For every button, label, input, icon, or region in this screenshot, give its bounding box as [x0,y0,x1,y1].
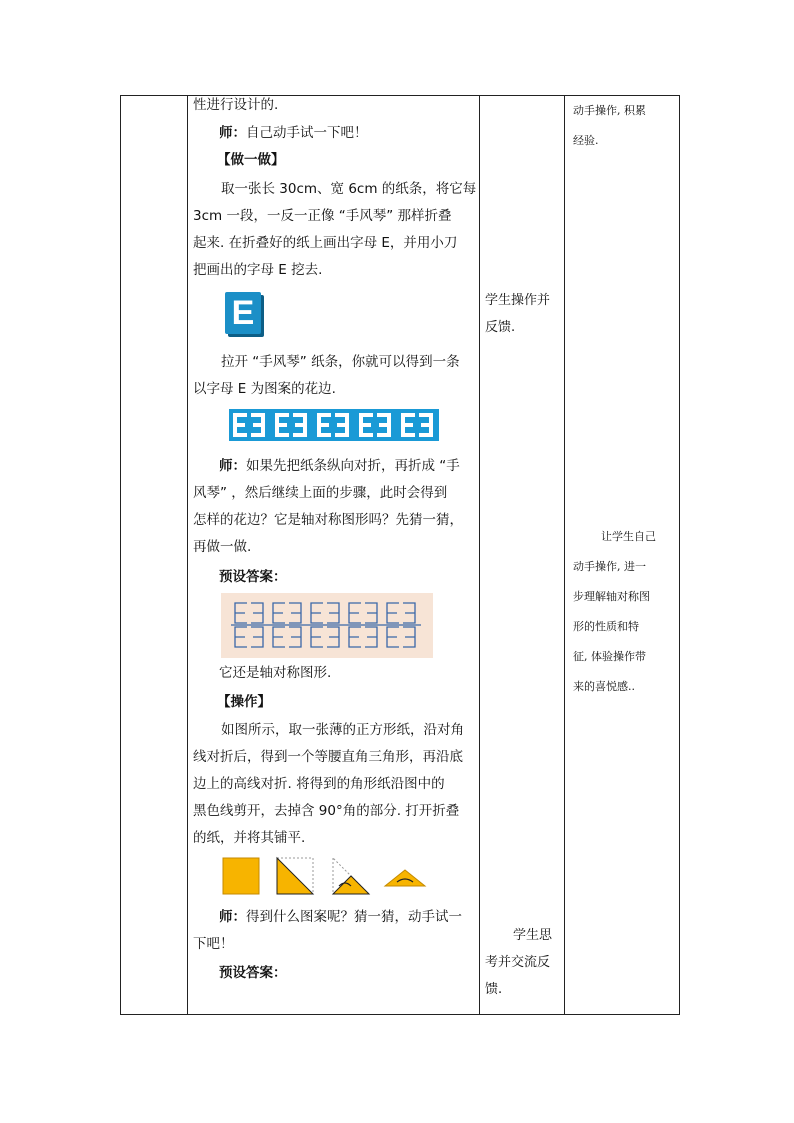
pull-line: 以字母 E 为图案的花边. [193,381,336,397]
op-line: 线对折后，得到一个等腰直角三角形，再沿底 [193,749,463,765]
teacher-label: 师： [219,909,246,925]
design-note: 让学生自己 [601,530,656,543]
student-activity: 反馈. [485,320,516,335]
column-divider [187,96,188,1014]
square-paper-shape [223,858,259,894]
half-fold-shape [333,858,369,894]
design-note: 征, 体验操作带 [573,650,646,663]
pull-line: 拉开 “手风琴” 纸条，你就可以得到一条 [221,354,460,370]
intro-text: 性进行设计的. [193,97,279,113]
question-line: 风琴” ，然后继续上面的步骤，此时会得到 [193,485,448,501]
doit-line: 取一张长 30cm、宽 6cm 的纸条，将它每 [221,181,477,197]
question-line: 怎样的花边？它是轴对称图形吗？先猜一猜， [193,512,463,528]
teacher-line [219,120,368,146]
question-line [219,453,460,479]
doit-line: 起来. 在折叠好的纸上画出字母 E，并用小刀 [193,235,458,251]
student-activity: 学生操作并 [485,293,551,308]
teacher-line [219,904,462,930]
op-line: 边上的高线对折. 将得到的角形纸沿图中的 [193,776,445,792]
answer-label: 预设答案： [219,965,287,981]
op-line: 黑色线剪开，去掉含 90°角的部分. 打开折叠 [193,803,460,819]
section-op-heading: 【操作】 [217,694,271,710]
design-note: 形的性质和特 [573,620,639,633]
cut-result-shape [385,870,425,886]
column-divider [564,96,565,1014]
doit-line: 把画出的字母 E 挖去. [193,262,323,278]
column-divider [479,96,480,1014]
op-line: 的纸，并将其铺平. [193,830,306,846]
design-note: 动手操作, 进一 [573,560,646,573]
student-activity: 馈. [485,982,503,997]
design-note: 步理解轴对称图 [573,590,650,603]
fold-sequence-image [221,856,441,898]
design-note: 动手操作, 积累 [573,104,646,117]
teacher-line: 下吧！ [193,936,234,952]
answer-pattern-image [221,593,433,658]
answer-text: 它还是轴对称图形. [219,665,332,681]
teacher-label: 师： [219,458,246,474]
teacher-text: 自己动手试一下吧！ [246,125,368,141]
lesson-table [120,95,680,1015]
teacher-text: 得到什么图案呢？猜一猜，动手试一 [246,909,462,925]
teacher-label: 师： [219,125,246,141]
letter-e-glyph: E [231,294,255,332]
folded-triangle-shape [277,858,313,894]
doit-line: 3cm 一段，一反一正像 “手风琴” 那样折叠 [193,208,452,224]
section-doit-heading: 【做一做】 [217,152,285,168]
answer-label: 预设答案： [219,569,287,585]
student-activity: 学生思 [513,928,553,943]
student-activity: 考并交流反 [485,955,551,970]
design-note: 经验. [573,134,599,147]
design-note: 来的喜悦感.. [573,680,635,693]
question-line: 再做一做. [193,539,252,555]
question-text: 如果先把纸条纵向对折，再折成 “手 [246,458,460,474]
e-strip-image [229,409,439,441]
letter-e-image [225,292,261,334]
op-line: 如图所示，取一张薄的正方形纸，沿对角 [221,722,464,738]
